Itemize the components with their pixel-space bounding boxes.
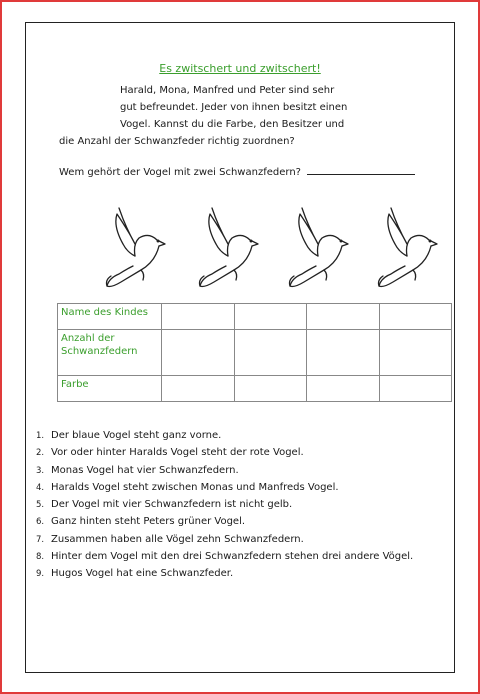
answer-table xyxy=(57,303,452,402)
clue-text: Der Vogel mit vier Schwanzfedern ist nicht gelb. xyxy=(51,499,293,511)
list-item xyxy=(36,479,413,496)
intro-line: Harald, Mona, Manfred und Peter sind sehr xyxy=(120,85,335,96)
worksheet-title: Es zwitschert und zwitschert! xyxy=(159,62,321,75)
table-row xyxy=(58,375,452,401)
table-row xyxy=(58,330,452,375)
row-label xyxy=(58,375,162,401)
clue-text: Vor oder hinter Haralds Vogel steht der rote Vogel. xyxy=(51,447,304,459)
clue-number: 7. xyxy=(36,534,45,545)
clue-text: Der blaue Vogel steht ganz vorne. xyxy=(51,430,222,441)
list-item xyxy=(36,531,413,548)
intro-line: die Anzahl der Schwanzfeder richtig zuordnen? xyxy=(59,136,295,147)
list-item xyxy=(36,565,413,582)
intro-line: gut befreundet. Jeder von ihnen besitzt einen xyxy=(120,102,348,113)
clue-number: 2. xyxy=(36,448,45,459)
list-item xyxy=(36,462,413,479)
row-label xyxy=(58,330,162,375)
row-label-line: Name des Kindes xyxy=(61,307,148,318)
clue-number: 4. xyxy=(36,482,45,493)
list-item xyxy=(36,513,413,530)
dove-outline-icon xyxy=(375,204,447,296)
clue-text: Ganz hinten steht Peters grüner Vogel. xyxy=(51,516,246,528)
answer-cell[interactable] xyxy=(234,330,307,375)
answer-cell[interactable] xyxy=(307,330,380,375)
row-label-line: Schwanzfedern xyxy=(61,346,138,358)
row-label-line: Farbe xyxy=(61,378,89,390)
clue-text: Haralds Vogel steht zwischen Monas und Manfreds Vogel. xyxy=(51,481,339,493)
answer-cell[interactable] xyxy=(379,330,452,375)
list-item xyxy=(36,496,413,513)
clue-number: 3. xyxy=(36,465,45,476)
clue-text: Monas Vogel hat vier Schwanzfedern. xyxy=(51,464,239,476)
dove-outline-icon xyxy=(286,204,358,296)
clue-number: 8. xyxy=(36,552,45,563)
list-item xyxy=(36,427,413,444)
dove-outline-icon xyxy=(196,204,268,296)
answer-cell[interactable] xyxy=(379,304,452,330)
question xyxy=(59,164,415,178)
answer-blank[interactable] xyxy=(307,164,415,175)
clue-number: 6. xyxy=(36,517,45,528)
intro-text xyxy=(120,82,360,133)
clue-list xyxy=(36,427,413,583)
clue-text: Zusammen haben alle Vögel zehn Schwanzfedern. xyxy=(51,533,304,545)
answer-cell[interactable] xyxy=(162,375,235,401)
answer-cell[interactable] xyxy=(234,304,307,330)
question-text: Wem gehört der Vogel mit zwei Schwanzfedern? xyxy=(59,167,301,178)
clue-number: 5. xyxy=(36,500,45,511)
answer-cell[interactable] xyxy=(162,304,235,330)
intro-line: Vogel. Kannst du die Farbe, den Besitzer und xyxy=(120,119,345,130)
list-item xyxy=(36,548,413,565)
dove-outline-icon xyxy=(103,204,175,296)
answer-cell[interactable] xyxy=(234,375,307,401)
row-label-line: Anzahl der xyxy=(61,333,115,345)
answer-cell[interactable] xyxy=(379,375,452,401)
clue-number: 1. xyxy=(36,431,45,441)
answer-cell[interactable] xyxy=(307,304,380,330)
clue-text: Hugos Vogel hat eine Schwanzfeder. xyxy=(51,568,234,580)
answer-cell[interactable] xyxy=(162,330,235,375)
table-row xyxy=(58,304,452,330)
clue-text: Hinter dem Vogel mit den drei Schwanzfedern stehen drei andere Vögel. xyxy=(51,551,414,563)
clue-number: 9. xyxy=(36,569,45,580)
list-item xyxy=(36,444,413,461)
row-label xyxy=(58,304,162,330)
answer-cell[interactable] xyxy=(307,375,380,401)
